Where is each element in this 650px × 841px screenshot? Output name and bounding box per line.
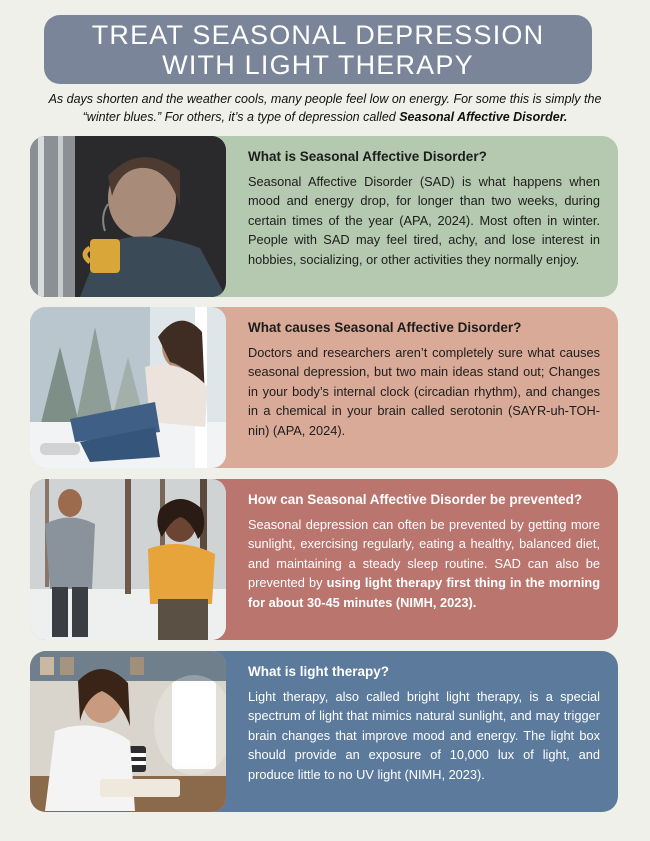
intro-text: As days shorten and the weather cools, many people feel low on energy. For some this is simply the “winter blues.” For others, it’s a type of depression called: [48, 92, 602, 124]
section-text: [248, 491, 600, 612]
section-card-light-therapy: [30, 651, 618, 812]
section-body: Doctors and researchers aren’t completely sure what causes seasonal depression, but two main ideas stand out; Changes in your body’s internal clock (circadian rhythm), and changes in a chemical in your brain called serotonin (SAYR-uh-TOH-nin) (APA, 2024).: [248, 345, 600, 438]
section-text: [248, 319, 600, 440]
section-body-emphasis: using light therapy first thing in the morning for about 30-45 minutes (NIMH, 2023).: [248, 575, 601, 610]
section-card-causes: [30, 307, 618, 468]
photo-woman-with-mug: [30, 136, 226, 297]
intro-emphasis: Seasonal Affective Disorder.: [399, 110, 568, 124]
section-heading: What is light therapy?: [248, 664, 390, 679]
page-title: TREAT SEASONAL DEPRESSION WITH LIGHT THERAPY: [44, 15, 592, 84]
section-heading: How can Seasonal Affective Disorder be prevented?: [248, 492, 583, 507]
section-card-prevention: [30, 479, 618, 640]
section-card-what-is-sad: [30, 136, 618, 297]
section-body: Light therapy, also called bright light therapy, is a special spectrum of light that mimics natural sunlight, and may trigger brain changes that improve mood and energy. The light box should provide an exposure of 10,000 lux of light, and produce little to no UV light (NIMH, 2023).: [248, 689, 600, 782]
photo-woman-with-light-box: [30, 651, 226, 812]
section-text: [248, 663, 600, 784]
section-heading: What causes Seasonal Affective Disorder?: [248, 320, 522, 335]
section-body: Seasonal Affective Disorder (SAD) is what happens when mood and energy drop, for longer than two weeks, during certain times of the year (APA, 2024). Most often in winter. People with SAD may feel tired, achy, and lose interest in hobbies, socializing, or other activities they normally enjoy.: [248, 174, 600, 267]
intro-paragraph: [30, 90, 620, 126]
section-text: [248, 148, 600, 269]
photo-couple-walking: [30, 479, 226, 640]
section-heading: What is Seasonal Affective Disorder?: [248, 149, 487, 164]
photo-woman-by-window: [30, 307, 226, 468]
section-body: Seasonal depression can often be prevented by getting more sunlight, exercising regularly, eating a healthy, balanced diet, and maintaining a steady sleep routine. SAD can also be prevented by using light therapy first thing in the morning for about 30-45 minutes (NIMH, 2023).: [248, 517, 601, 610]
